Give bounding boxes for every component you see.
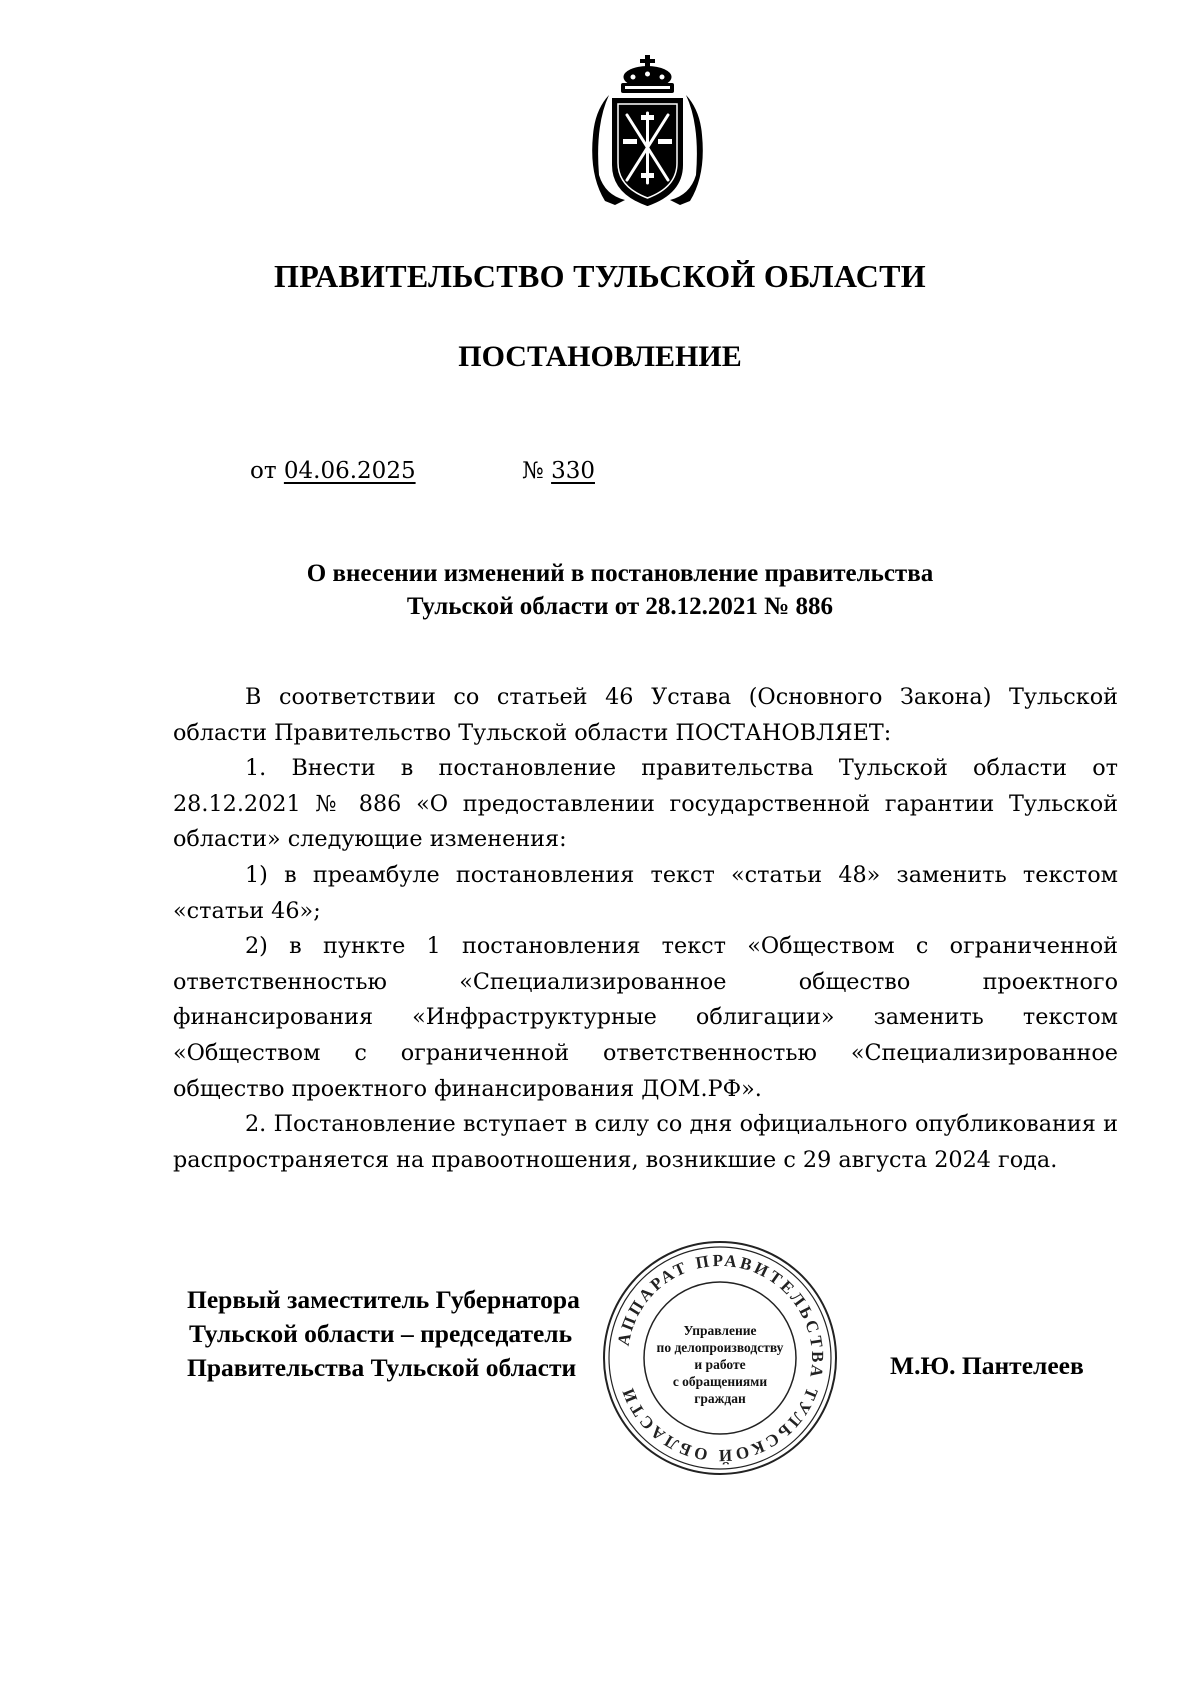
signatory-title-line: Правительства Тульской области (187, 1353, 577, 1382)
signatory-title-line: Тульской области – председатель (189, 1319, 573, 1348)
body-paragraph: 2. Постановление вступает в силу со дня официального опубликования и распространяется на правоотношения, возникшие с 29 августа 2024 года. (173, 1111, 1118, 1173)
seal-line: по делопроизводству (656, 1340, 784, 1355)
date-prefix: от (250, 458, 277, 484)
heading-line: Тульской области от 28.12.2021 № 886 (406, 593, 834, 620)
seal-ring-text: АППАРАТ ПРАВИТЕЛЬСТВА ТУЛЬСКОЙ ОБЛАСТИ (613, 1250, 828, 1466)
seal-center-text (620, 1322, 820, 1407)
body-paragraph: 2) в пункте 1 постановления текст «Обществом с ограниченной ответственностью «Специализированное общество проектного финансирования «Инфраструктурные облигации» заменить текстом «Обществом с ограниченной ответственностью «Специализированное общество проектного финансирования ДОМ.РФ». (173, 933, 1118, 1102)
coat-of-arms-icon (585, 55, 710, 210)
number-value: 330 (551, 458, 595, 484)
signer-name: М.Ю. Пантелеев (890, 1351, 1084, 1380)
signatory-title-line: Первый заместитель Губернатора (187, 1285, 580, 1314)
body-paragraph: 1) в преамбуле постановления текст «статьи 48» заменить текстом «статьи 46»; (173, 861, 1118, 924)
organization-title: ПРАВИТЕЛЬСТВО ТУЛЬСКОЙ ОБЛАСТИ (274, 258, 926, 294)
number-prefix: № (522, 458, 544, 484)
document-date (250, 458, 416, 484)
document-number (522, 458, 595, 484)
document-heading (140, 557, 1100, 623)
body-paragraph: В соответствии со статьей 46 Устава (Основного Закона) Тульской области Правительство Тульской области ПОСТАНОВЛЯЕТ: (173, 684, 1118, 746)
document-type: ПОСТАНОВЛЕНИЕ (458, 340, 742, 373)
seal-line: и работе (694, 1357, 746, 1372)
heading-line: О внесении изменений в постановление правительства (306, 560, 934, 587)
document-body (173, 680, 1118, 1178)
body-paragraph: 1. Внести в постановление правительства Тульской области от 28.12.2021 № 886 «О предоставлении государственной гарантии Тульской области» следующие изменения: (173, 755, 1118, 853)
date-value: 04.06.2025 (283, 458, 416, 484)
seal-line: с обращениями (672, 1374, 768, 1389)
signatory-title (187, 1283, 580, 1385)
seal-line: Управление (683, 1323, 757, 1338)
seal-line: граждан (694, 1391, 746, 1406)
